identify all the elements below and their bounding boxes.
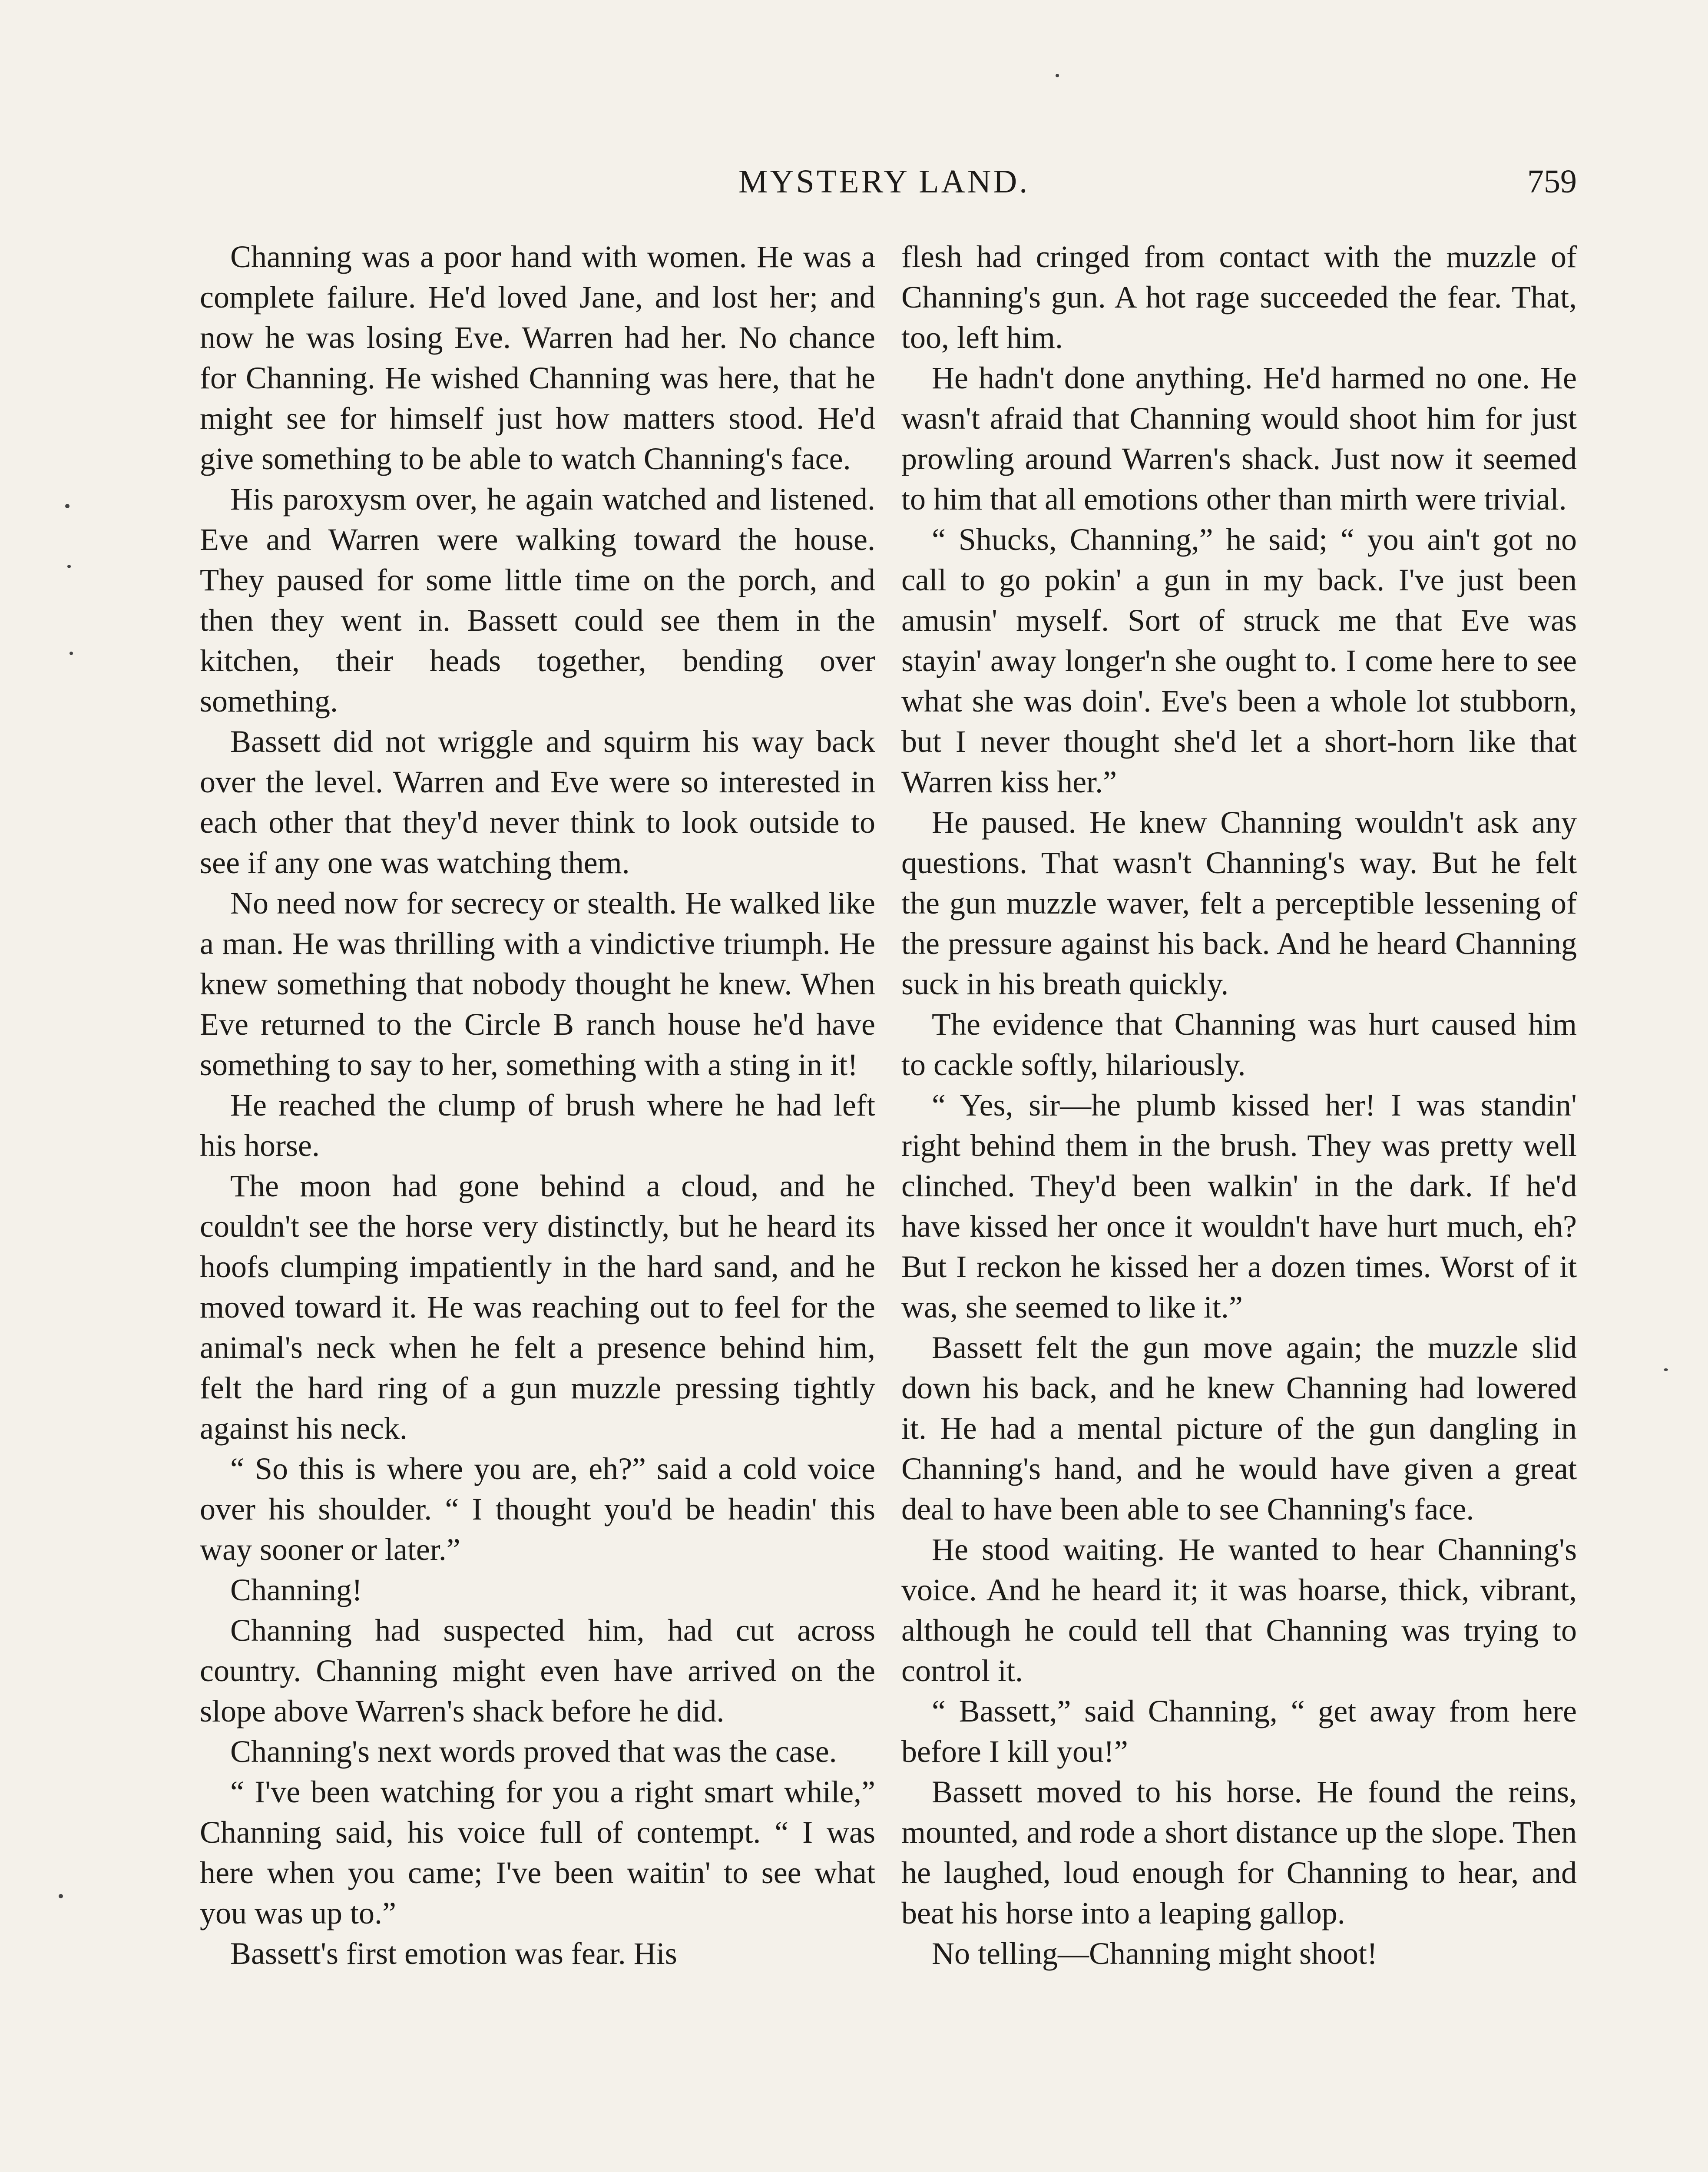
paragraph: Channing was a poor hand with women. He was a complete failure. He'd loved Jane, and lost her; and now he was losing Eve. Warren had her. No chance for Channing. He wished Channing was here, that he might see for himself just how matters stood. He'd give something to be able to watch Channing's face. bbox=[200, 239, 875, 476]
left-column bbox=[200, 237, 875, 1974]
paragraph: Channing had suspected him, had cut across country. Channing might even have arrived on the slope above Warren's shack before he did. bbox=[200, 1613, 875, 1728]
paragraph: No need now for secrecy or stealth. He walked like a man. He was thrilling with a vindictive triumph. He knew something that nobody thought he knew. When Eve returned to the Circle B ranch house he'd have something to say to her, something with a sting in it! bbox=[200, 886, 875, 1082]
paragraph: Channing's next words proved that was the case. bbox=[230, 1734, 837, 1769]
paragraph: He stood waiting. He wanted to hear Channing's voice. And he heard it; it was hoarse, thick, vibrant, although he could tell that Channing was trying to control it. bbox=[901, 1532, 1577, 1688]
paragraph: He hadn't done anything. He'd harmed no one. He wasn't afraid that Channing would shoot him for just prowling around Warren's shack. Just now it seemed to him that all emotions other than mirth were trivial. bbox=[901, 361, 1577, 517]
paragraph: He paused. He knew Channing wouldn't ask any questions. That wasn't Channing's way. But he felt the gun muzzle waver, felt a perceptible lessening of the pressure against his back. And he heard Channing suck in his breath quickly. bbox=[901, 805, 1577, 1001]
paragraph: “ I've been watching for you a right smart while,” Channing said, his voice full of contempt. “ I was here when you came; I've been waitin' to see what you was up to.” bbox=[200, 1775, 875, 1930]
ink-speck bbox=[65, 504, 70, 508]
paragraph: Bassett did not wriggle and squirm his way back over the level. Warren and Eve were so interested in each other that they'd never think to look outside to see if any one was watching them. bbox=[200, 724, 875, 880]
running-title: MYSTERY LAND. bbox=[738, 163, 1030, 200]
ink-speck bbox=[59, 1894, 63, 1898]
paragraph: He reached the clump of brush where he had left his horse. bbox=[200, 1088, 875, 1163]
paragraph: “ Bassett,” said Channing, “ get away from here before I kill you!” bbox=[901, 1694, 1577, 1769]
right-column bbox=[901, 237, 1577, 1974]
paragraph: “ So this is where you are, eh?” said a cold voice over his shoulder. “ I thought you'd be headin' this way sooner or later.” bbox=[200, 1451, 875, 1567]
paragraph: Bassett felt the gun move again; the muzzle slid down his back, and he knew Channing had lowered it. He had a mental picture of the gun dangling in Channing's hand, and he would have given a great deal to have been able to see Channing's face. bbox=[901, 1330, 1577, 1526]
paragraph: The evidence that Channing was hurt caused him to cackle softly, hilariously. bbox=[901, 1007, 1577, 1082]
page-header bbox=[200, 163, 1577, 215]
paragraph: Bassett moved to his horse. He found the reins, mounted, and rode a short distance up the slope. Then he laughed, loud enough for Channing to hear, and beat his horse into a leaping gallop. bbox=[901, 1775, 1577, 1930]
ink-speck bbox=[1664, 1368, 1668, 1371]
ink-speck bbox=[1056, 74, 1059, 77]
ink-speck bbox=[70, 652, 73, 655]
paragraph: Channing! bbox=[230, 1573, 362, 1607]
paragraph: No telling—Channing might shoot! bbox=[932, 1936, 1377, 1971]
paragraph: Bassett's first emotion was fear. His bbox=[230, 1936, 677, 1971]
paragraph: “ Shucks, Channing,” he said; “ you ain't got no call to go pokin' a gun in my back. I've just been amusin' myself. Sort of struck me that Eve was stayin' away longer'n she ought to. I come here to see what she was doin'. Eve's been a whole lot stubborn, but I never thought she'd let a short-horn like that Warren kiss her.” bbox=[901, 522, 1577, 799]
page-number: 759 bbox=[1527, 163, 1577, 200]
paragraph: His paroxysm over, he again watched and listened. Eve and Warren were walking toward the house. They paused for some little time on the porch, and then they went in. Bassett could see them in the kitchen, their heads together, bending over something. bbox=[200, 482, 875, 718]
ink-speck bbox=[67, 565, 71, 568]
paragraph: “ Yes, sir—he plumb kissed her! I was standin' right behind them in the brush. They was pretty well clinched. They'd been walkin' in the dark. If he'd have kissed her once it wouldn't have hurt much, eh? But I reckon he kissed her a dozen times. Worst of it was, she seemed to like it.” bbox=[901, 1088, 1577, 1324]
paragraph: flesh had cringed from contact with the muzzle of Channing's gun. A hot rage succeeded the fear. That, too, left him. bbox=[901, 239, 1577, 355]
paragraph: The moon had gone behind a cloud, and he couldn't see the horse very distinctly, but he heard its hoofs clumping impatiently in the hard sand, and he moved toward it. He was reaching out to feel for the animal's neck when he felt a presence behind him, felt the hard ring of a gun muzzle pressing tightly against his neck. bbox=[200, 1169, 875, 1446]
